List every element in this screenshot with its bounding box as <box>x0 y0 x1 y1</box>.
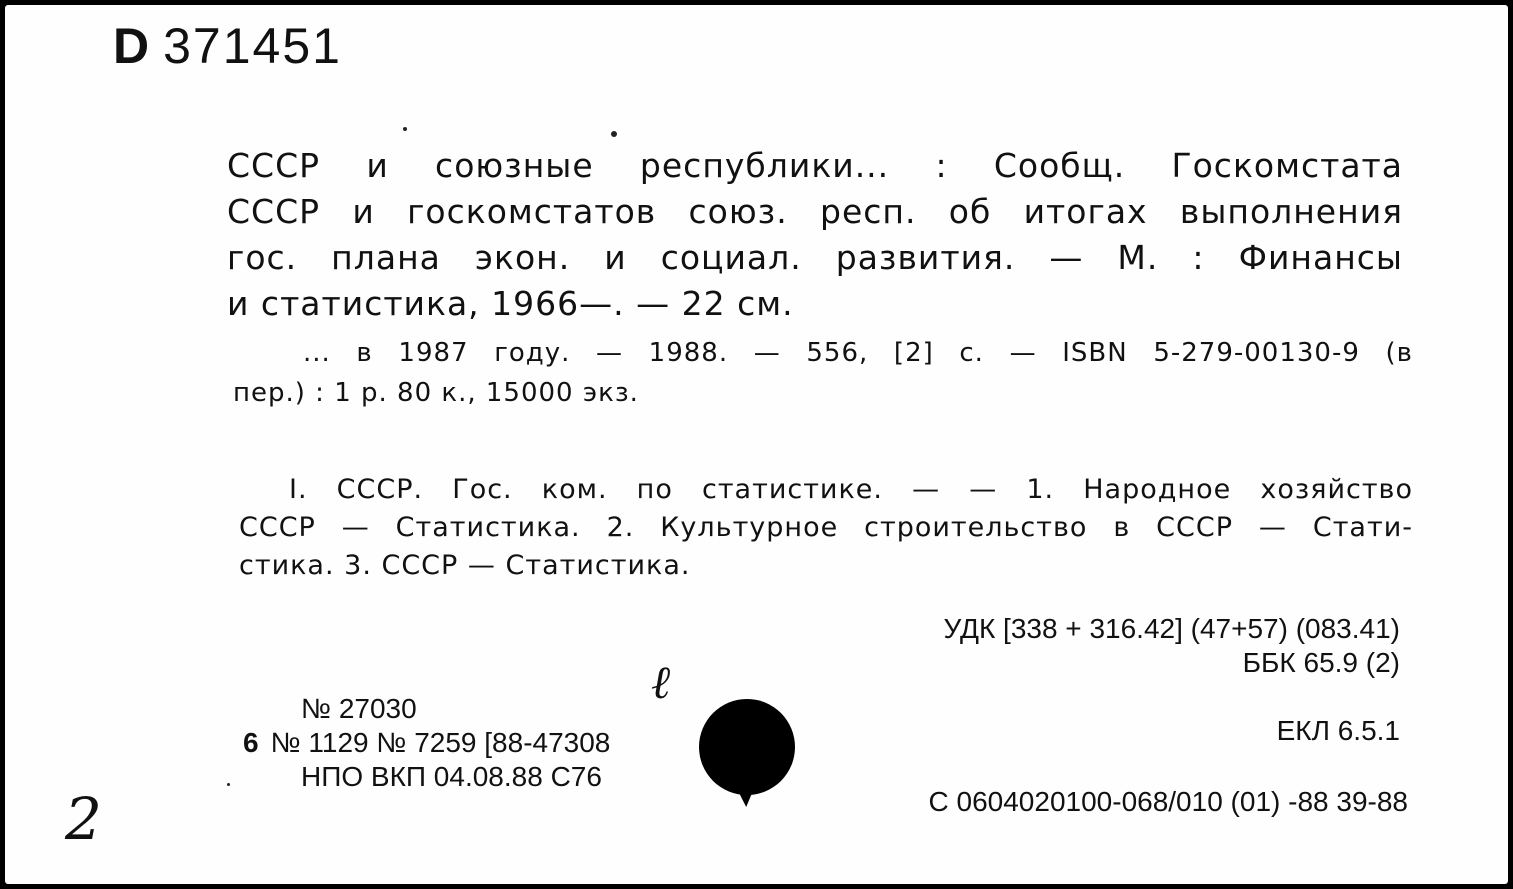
handwritten-mark: ℓ <box>651 655 671 709</box>
tracing-line: СССР — Статистика. 2. Культурное строительство в СССР — Стати- <box>239 512 1413 543</box>
imprint-block <box>233 333 1413 413</box>
imprint-line: пер.) : 1 р. 80 к., 15000 экз. <box>233 378 639 408</box>
card-number <box>113 17 342 75</box>
tracing-line: I. СССР. Гос. ком. по статистике. — — 1. Народное хозяйство <box>289 474 1413 505</box>
paper-speck <box>403 127 407 131</box>
print-line-text: № 1129 № 7259 [88-47308 <box>270 727 611 758</box>
title-block <box>227 143 1403 327</box>
subject-tracings <box>239 471 1413 585</box>
punched-hole <box>699 699 795 795</box>
order-number: № 27030 <box>301 693 417 724</box>
catalog-card <box>5 5 1508 884</box>
card-number-prefix: D <box>113 18 152 74</box>
paper-speck <box>611 131 617 137</box>
publication-cipher: С 0604020100-068/010 (01) -88 39-88 <box>928 786 1408 817</box>
npo-line: НПО ВКП 04.08.88 С76 <box>301 761 602 792</box>
print-prefix: 6 <box>243 727 259 758</box>
udc-code: УДК [338 + 316.42] (47+57) (083.41) <box>943 613 1400 644</box>
card-number-value: 371451 <box>163 18 342 74</box>
ekl-code: ЕКЛ 6.5.1 <box>1276 715 1400 746</box>
handwritten-number: 2 <box>65 785 102 853</box>
bbk-code: ББК 65.9 (2) <box>1242 647 1400 678</box>
title-line: гос. плана экон. и социал. развития. — М. : Финансы <box>227 238 1403 277</box>
title-line: СССР и госкомстатов союз. респ. об итогах выполнения <box>227 192 1403 231</box>
paper-speck <box>227 783 230 786</box>
title-line: СССР и союзные республики... : Сообщ. Госкомстата <box>227 146 1403 185</box>
tracing-line: стика. 3. СССР — Статистика. <box>239 550 691 581</box>
imprint-line: ... в 1987 году. — 1988. — 556, [2] с. — ISBN 5-279-00130-9 (в <box>303 338 1413 368</box>
title-line: и статистика, 1966—. — 22 см. <box>227 284 794 323</box>
print-line <box>243 727 732 759</box>
